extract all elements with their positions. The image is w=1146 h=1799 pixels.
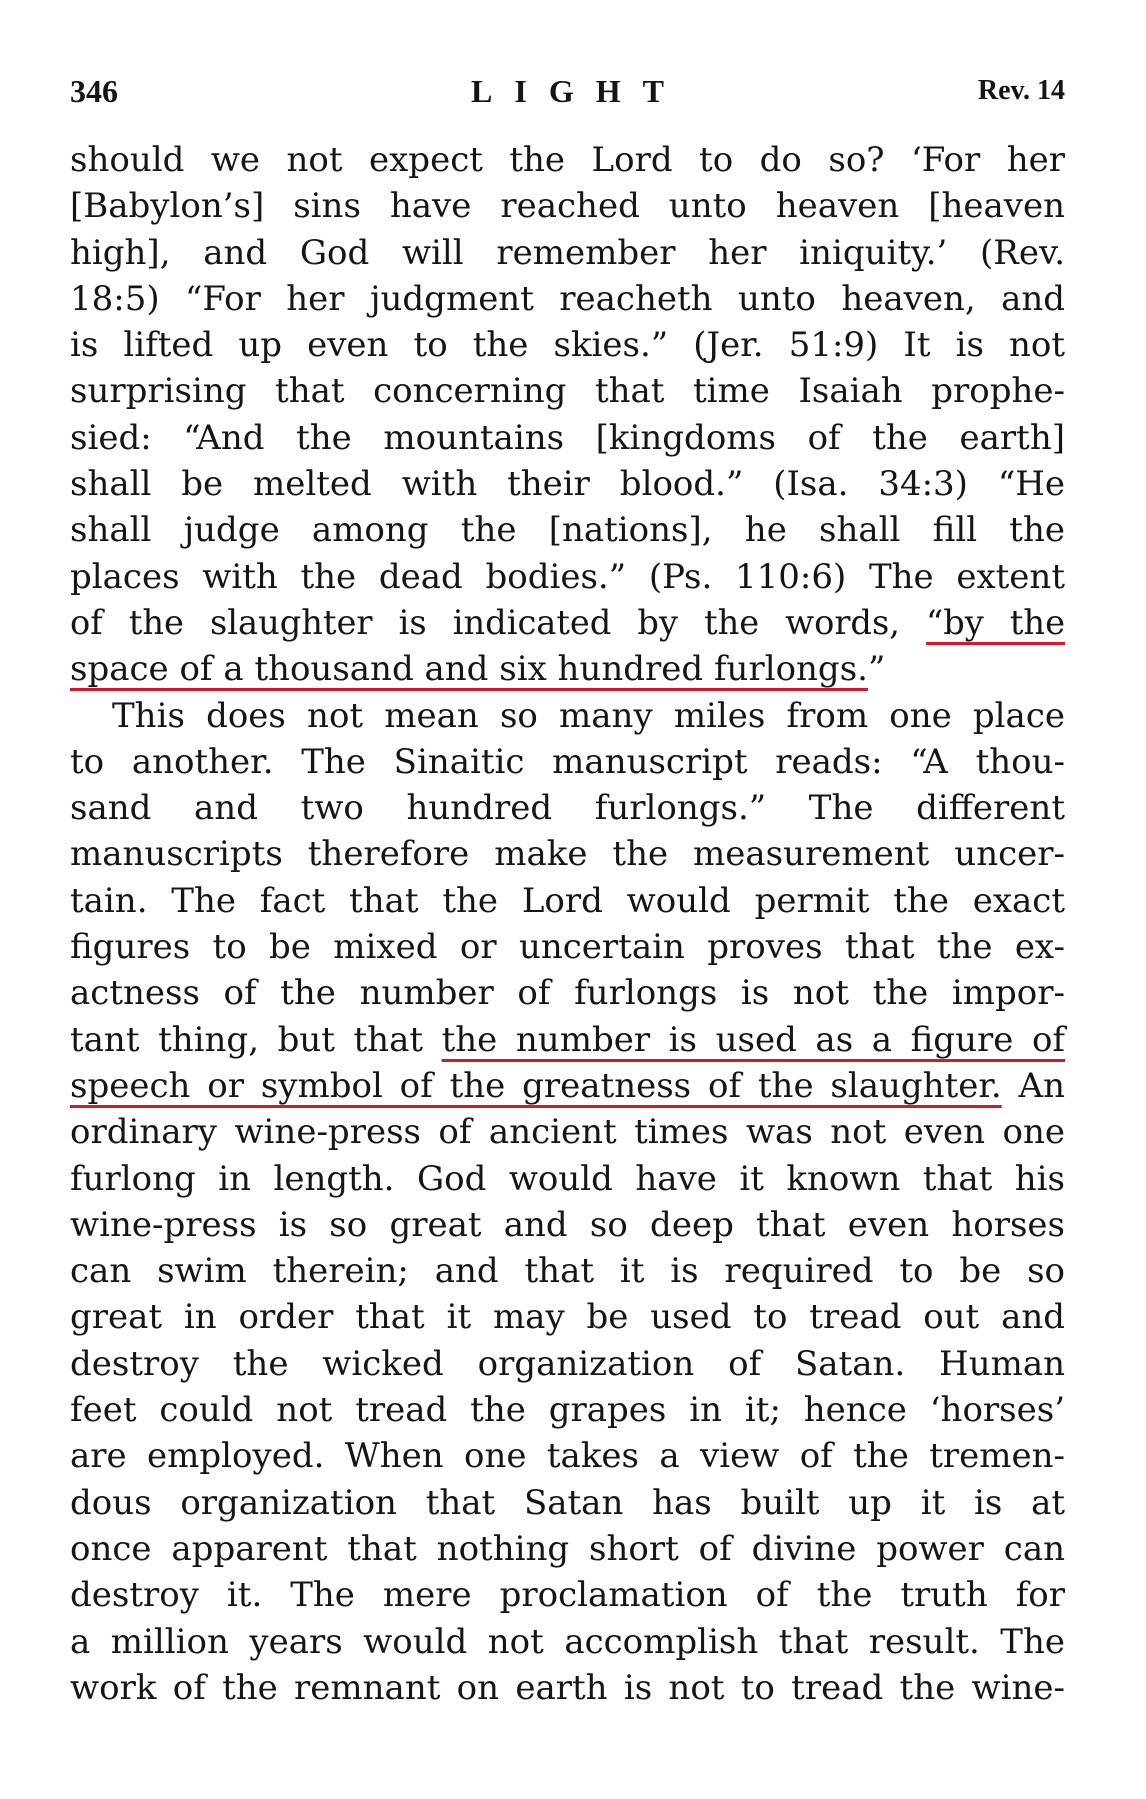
text-line: [70, 1063, 1065, 1109]
page-number: 346: [70, 73, 118, 109]
text-segment: of the slaughter is indicated by the words,: [70, 602, 927, 642]
running-title: LIGHT: [471, 73, 686, 109]
text-segment: ”: [867, 649, 886, 690]
text-line: places with the dead bodies.” (Ps. 110:6) The extent: [70, 556, 1065, 597]
body-text: [70, 137, 1065, 1711]
text-line: shall be melted with their blood.” (Isa. 34:3) “He: [70, 464, 1065, 505]
text-line: [Babylon’s] sins have reached unto heaven [heaven: [70, 186, 1065, 227]
underlined-passage: speech or symbol of the greatness of the slaughter.: [70, 1065, 1002, 1106]
text-line: can swim therein; and that it is required to be so: [70, 1251, 1065, 1292]
text-line: 18:5) “For her judgment reacheth unto heaven, and: [70, 278, 1065, 319]
underlined-passage: the number is used as a figure of: [441, 1019, 1065, 1060]
text-line: manuscripts therefore make the measurement uncer-: [70, 834, 1065, 875]
text-line: is lifted up even to the skies.” (Jer. 51:9) It is not: [70, 325, 1065, 366]
text-line: figures to be mixed or uncertain proves that the ex-: [70, 927, 1065, 968]
text-line: dous organization that Satan has built up it is at: [70, 1482, 1065, 1523]
text-line: actness of the number of furlongs is not the impor-: [70, 973, 1065, 1014]
text-line: ordinary wine-press of ancient times was not even one: [70, 1112, 1065, 1153]
paragraph-start: This does not mean so many miles from one place: [112, 695, 1065, 736]
running-header: [70, 68, 1065, 114]
text-line: [70, 646, 1065, 692]
text-segment: tant thing, but that: [70, 1019, 442, 1060]
text-line: work of the remnant on earth is not to tread the wine-: [70, 1667, 1065, 1708]
text-line: [70, 600, 1065, 646]
text-line: high], and God will remember her iniquity.’ (Rev.: [70, 232, 1065, 273]
text-line: are employed. When one takes a view of the tremen-: [70, 1436, 1065, 1477]
text-line: wine-press is so great and so deep that even horses: [70, 1204, 1065, 1245]
text-line: furlong in length. God would have it known that his: [70, 1158, 1065, 1199]
text-line: shall judge among the [nations], he shall fill the: [70, 510, 1065, 551]
text-line: should we not expect the Lord to do so? ‘For her: [70, 140, 1065, 180]
underlined-passage: space of a thousand and six hundred furlongs.: [70, 649, 868, 690]
text-line: tain. The fact that the Lord would permit the exact: [70, 880, 1065, 921]
text-line: to another. The Sinaitic manuscript reads: “A thou-: [70, 741, 1065, 782]
text-line: destroy it. The mere proclamation of the truth for: [70, 1575, 1065, 1616]
text-line: [70, 1017, 1065, 1063]
chapter-reference: Rev. 14: [977, 75, 1065, 106]
text-line: sand and two hundred furlongs.” The different: [70, 788, 1065, 829]
text-line: a million years would not accomplish that result. The: [70, 1621, 1065, 1662]
text-segment: An: [1001, 1065, 1065, 1106]
text-line: surprising that concerning that time Isaiah prophe-: [70, 371, 1065, 412]
text-line: great in order that it may be used to tread out and: [70, 1297, 1065, 1338]
text-line: destroy the wicked organization of Satan. Human: [70, 1343, 1065, 1384]
text-line: once apparent that nothing short of divine power can: [70, 1528, 1065, 1569]
underlined-passage: “by the: [926, 602, 1065, 642]
text-line: sied: “And the mountains [kingdoms of the earth]: [70, 417, 1065, 458]
text-line: feet could not tread the grapes in it; hence ‘horses’: [70, 1390, 1065, 1431]
